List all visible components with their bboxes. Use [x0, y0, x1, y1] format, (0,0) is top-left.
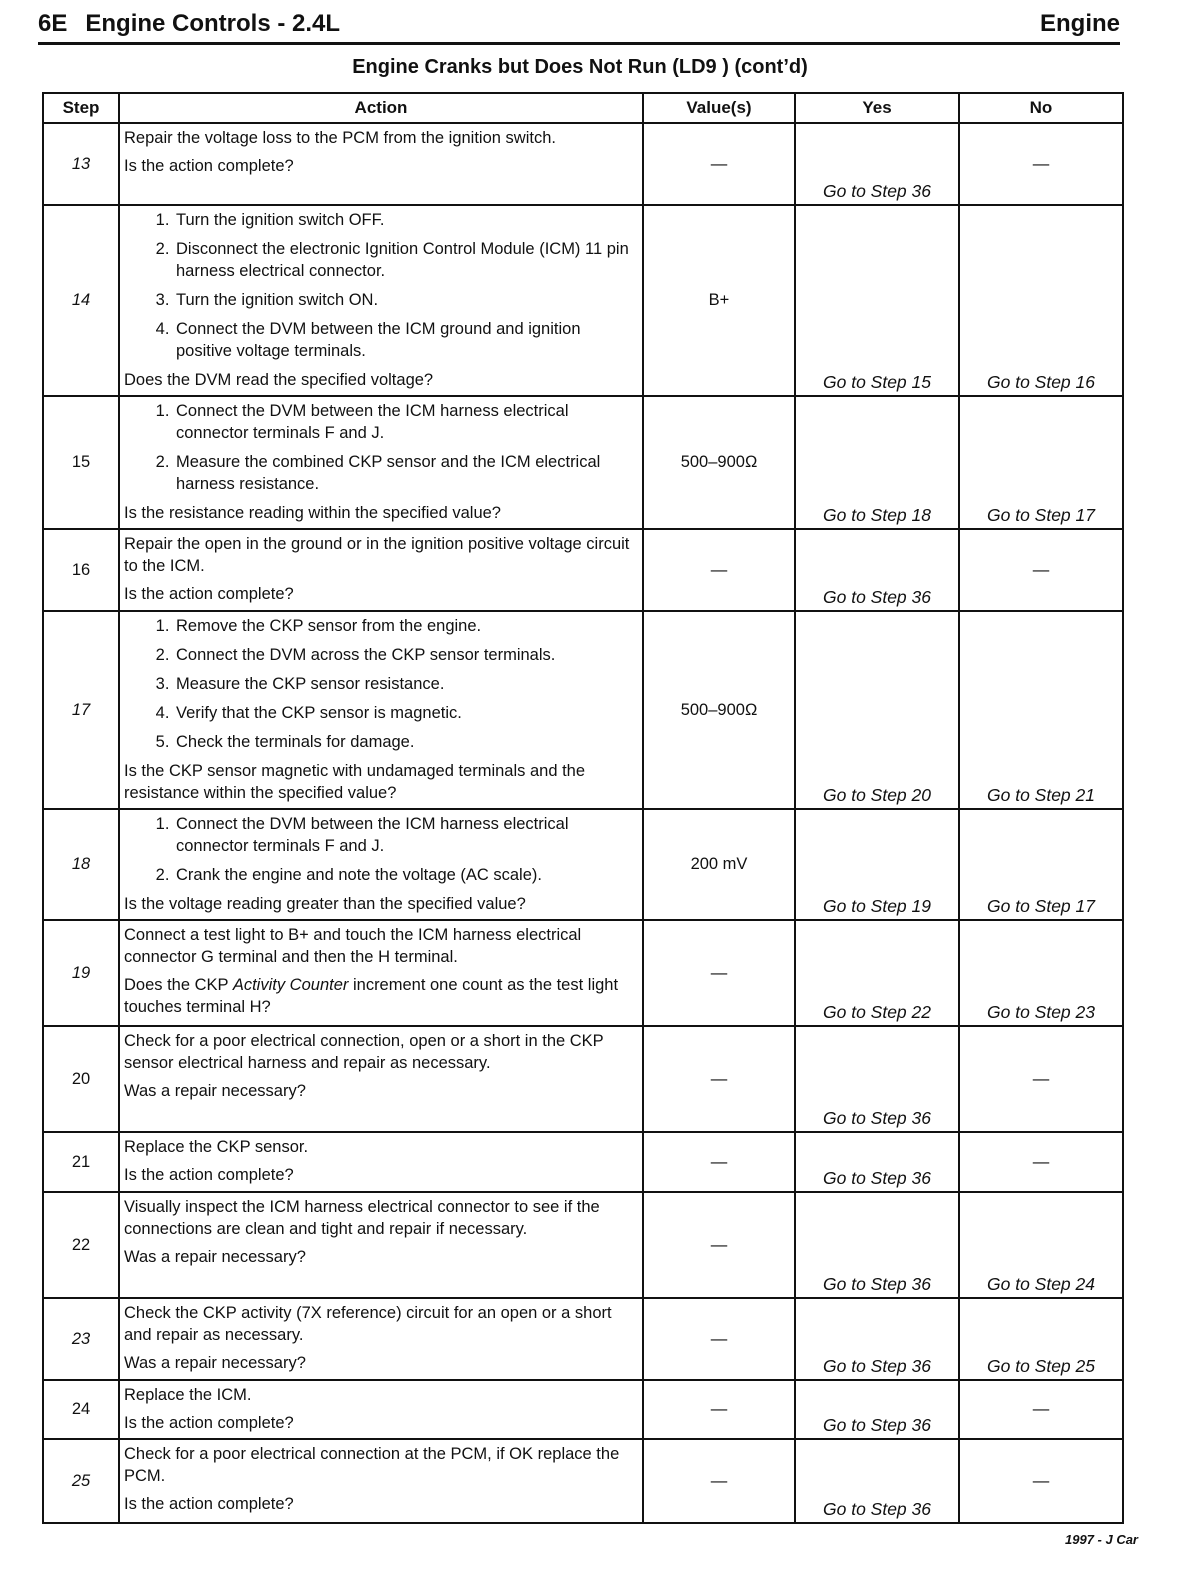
value-cell: —: [643, 1380, 795, 1439]
no-cell: —: [959, 123, 1123, 205]
action-cell: [119, 1026, 643, 1132]
action-list-item: 2. Disconnect the electronic Ignition Control Module (ICM) 11 pin harness electrical connector.: [174, 238, 638, 282]
step-number: 25: [43, 1439, 119, 1523]
step-number: 13: [43, 123, 119, 205]
action-text: Check for a poor electrical connection, open or a short in the CKP sensor electrical harness and repair as necessary.: [124, 1032, 604, 1072]
section-code: 6E: [38, 10, 68, 37]
no-cell: Go to Step 23: [959, 920, 1123, 1026]
yes-cell: Go to Step 36: [795, 1298, 959, 1380]
table-row: [43, 123, 1123, 205]
no-cell: —: [959, 1439, 1123, 1523]
action-text: Repair the voltage loss to the PCM from the ignition switch.: [124, 129, 556, 147]
table-row: [43, 1132, 1123, 1192]
step-number: 23: [43, 1298, 119, 1380]
no-cell: Go to Step 25: [959, 1298, 1123, 1380]
yes-cell: Go to Step 15: [795, 205, 959, 396]
action-list-item: 4. Verify that the CKP sensor is magnetic.: [174, 702, 638, 724]
action-list-item: 2. Crank the engine and note the voltage (AC scale).: [174, 864, 638, 886]
action-question: Was a repair necessary?: [124, 1248, 306, 1266]
no-cell: —: [959, 1380, 1123, 1439]
action-text: Replace the ICM.: [124, 1386, 252, 1404]
table-row: [43, 396, 1123, 529]
question-emphasis: Activity Counter: [232, 976, 349, 994]
action-question: [124, 974, 638, 1018]
step-number: 16: [43, 529, 119, 611]
yes-cell: Go to Step 19: [795, 809, 959, 920]
action-cell: [119, 1132, 643, 1192]
value-cell: 500–900Ω: [643, 611, 795, 809]
step-number: 17: [43, 611, 119, 809]
action-cell: [119, 809, 643, 920]
value-cell: —: [643, 1192, 795, 1298]
chapter-title: Engine: [1039, 10, 1120, 37]
action-list-item: 1. Remove the CKP sensor from the engine.: [174, 615, 638, 637]
step-number: 22: [43, 1192, 119, 1298]
action-text: Check for a poor electrical connection at the PCM, if OK replace the PCM.: [124, 1445, 620, 1485]
action-list: [124, 615, 638, 753]
table-row: [43, 1026, 1123, 1132]
step-number: 21: [43, 1132, 119, 1192]
action-text: Check the CKP activity (7X reference) circuit for an open or a short and repair as necessary.: [124, 1304, 612, 1344]
action-cell: [119, 123, 643, 205]
no-cell: —: [959, 1132, 1123, 1192]
action-list-item: 3. Measure the CKP sensor resistance.: [174, 673, 638, 695]
action-question: Was a repair necessary?: [124, 1082, 306, 1100]
action-cell: [119, 205, 643, 396]
question-text: increment one count as the test light touches terminal H?: [124, 976, 619, 1016]
action-cell: [119, 1192, 643, 1298]
section-heading: [38, 10, 340, 38]
value-cell: —: [643, 1439, 795, 1523]
yes-cell: Go to Step 36: [795, 1132, 959, 1192]
action-list: [124, 400, 638, 495]
value-cell: 500–900Ω: [643, 396, 795, 529]
yes-cell: Go to Step 36: [795, 1026, 959, 1132]
diagnostic-table: [42, 92, 1124, 1524]
step-number: 20: [43, 1026, 119, 1132]
no-cell: —: [959, 529, 1123, 611]
no-cell: Go to Step 17: [959, 396, 1123, 529]
action-list: [124, 209, 638, 362]
action-question: Does the DVM read the specified voltage?: [124, 371, 434, 389]
table-row: [43, 1380, 1123, 1439]
action-list-item: 2. Measure the combined CKP sensor and the ICM electrical harness resistance.: [174, 451, 638, 495]
action-text: Repair the open in the ground or in the ignition positive voltage circuit to the ICM.: [124, 535, 630, 575]
col-header-no: No: [959, 93, 1123, 123]
no-cell: Go to Step 16: [959, 205, 1123, 396]
table-row: [43, 529, 1123, 611]
action-list-item: 3. Turn the ignition switch ON.: [174, 289, 638, 311]
table-row: [43, 920, 1123, 1026]
col-header-values: Value(s): [643, 93, 795, 123]
table-row: [43, 205, 1123, 396]
action-cell: [119, 1380, 643, 1439]
action-question: Is the action complete?: [124, 1414, 294, 1432]
table-row: [43, 1192, 1123, 1298]
step-number: 14: [43, 205, 119, 396]
col-header-step: Step: [43, 93, 119, 123]
action-cell: [119, 1439, 643, 1523]
col-header-action: Action: [119, 93, 643, 123]
action-list: [124, 813, 638, 886]
action-question: Is the CKP sensor magnetic with undamaged terminals and the resistance within the specified value?: [124, 762, 586, 802]
action-text: Visually inspect the ICM harness electrical connector to see if the connections are clean and tight and repair if necessary.: [124, 1198, 600, 1238]
table-header-row: [43, 93, 1123, 123]
action-list-item: 4. Connect the DVM between the ICM ground and ignition positive voltage terminals.: [174, 318, 638, 362]
action-question: Is the resistance reading within the specified value?: [124, 504, 501, 522]
no-cell: Go to Step 24: [959, 1192, 1123, 1298]
yes-cell: Go to Step 20: [795, 611, 959, 809]
action-cell: [119, 529, 643, 611]
value-cell: —: [643, 529, 795, 611]
value-cell: B+: [643, 205, 795, 396]
step-number: 19: [43, 920, 119, 1026]
action-text: Replace the CKP sensor.: [124, 1138, 309, 1156]
action-text: Connect a test light to B+ and touch the ICM harness electrical connector G terminal and then the H terminal.: [124, 926, 582, 966]
yes-cell: Go to Step 36: [795, 529, 959, 611]
step-number: 18: [43, 809, 119, 920]
yes-cell: Go to Step 36: [795, 1380, 959, 1439]
value-cell: —: [643, 920, 795, 1026]
col-header-yes: Yes: [795, 93, 959, 123]
no-cell: Go to Step 21: [959, 611, 1123, 809]
no-cell: Go to Step 17: [959, 809, 1123, 920]
action-question: Is the action complete?: [124, 585, 294, 603]
question-text: Does the CKP: [124, 976, 233, 994]
action-question: Is the action complete?: [124, 1495, 294, 1513]
action-cell: [119, 920, 643, 1026]
action-list-item: 5. Check the terminals for damage.: [174, 731, 638, 753]
yes-cell: Go to Step 36: [795, 1439, 959, 1523]
table-row: [43, 809, 1123, 920]
action-question: Was a repair necessary?: [124, 1354, 306, 1372]
yes-cell: Go to Step 36: [795, 123, 959, 205]
action-question: Is the voltage reading greater than the specified value?: [124, 895, 526, 913]
page-footer: 1997 - J Car: [1065, 1532, 1138, 1547]
step-number: 15: [43, 396, 119, 529]
table-row: [43, 611, 1123, 809]
yes-cell: Go to Step 36: [795, 1192, 959, 1298]
value-cell: —: [643, 1298, 795, 1380]
value-cell: —: [643, 1026, 795, 1132]
table-row: [43, 1439, 1123, 1523]
value-cell: 200 mV: [643, 809, 795, 920]
action-list-item: 1. Turn the ignition switch OFF.: [174, 209, 638, 231]
yes-cell: Go to Step 22: [795, 920, 959, 1026]
table-row: [43, 1298, 1123, 1380]
action-cell: [119, 611, 643, 809]
page-header: [38, 8, 1120, 45]
yes-cell: Go to Step 18: [795, 396, 959, 529]
value-cell: —: [643, 1132, 795, 1192]
action-cell: [119, 1298, 643, 1380]
step-number: 24: [43, 1380, 119, 1439]
table-title: Engine Cranks but Does Not Run (LD9 ) (cont’d): [352, 56, 808, 78]
value-cell: —: [643, 123, 795, 205]
action-list-item: 1. Connect the DVM between the ICM harness electrical connector terminals F and J.: [174, 400, 638, 444]
action-list-item: 1. Connect the DVM between the ICM harness electrical connector terminals F and J.: [174, 813, 638, 857]
action-question: Is the action complete?: [124, 157, 294, 175]
action-list-item: 2. Connect the DVM across the CKP sensor terminals.: [174, 644, 638, 666]
no-cell: —: [959, 1026, 1123, 1132]
action-cell: [119, 396, 643, 529]
section-title: Engine Controls - 2.4L: [85, 10, 341, 37]
action-question: Is the action complete?: [124, 1166, 294, 1184]
